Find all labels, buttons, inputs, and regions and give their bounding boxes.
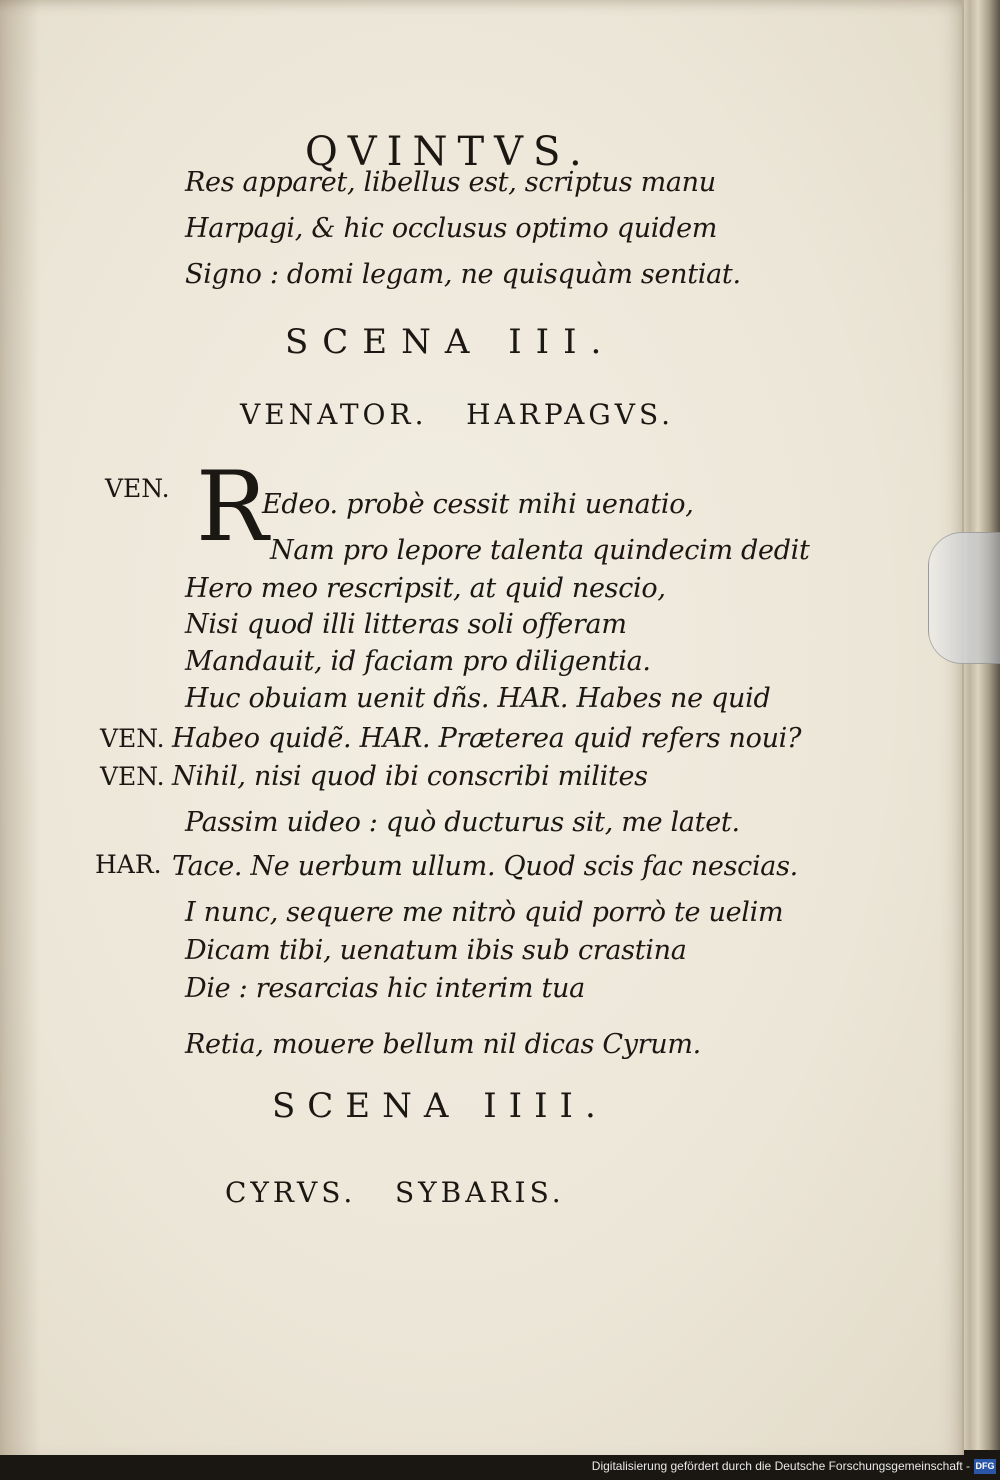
verse-line: I nunc, sequere me nitrò quid porrò te uelim	[185, 897, 784, 928]
speaker-label: VEN.	[100, 724, 165, 753]
gutter-shadow	[0, 0, 40, 1455]
speaker-label: VEN.	[105, 474, 170, 503]
speaker-label: VEN.	[100, 762, 165, 791]
verse-line: Retia, mouere bellum nil dicas Cyrum.	[185, 1029, 701, 1060]
verse-line: Nisi quod illi litteras soli offeram	[185, 609, 627, 640]
verse-line: Huc obuiam uenit dñs. HAR. Habes ne quid	[185, 683, 771, 714]
verse-line: Nam pro lepore talenta quindecim dedit	[270, 535, 810, 566]
running-header: QVINTVS.	[305, 129, 592, 175]
verse-line: Hero meo rescripsit, at quid nescio,	[185, 573, 666, 604]
verse-line: Nihil, nisi quod ibi conscribi milites	[172, 761, 648, 792]
scene-characters: CYRVS. SYBARIS.	[225, 1176, 565, 1209]
verse-line: Passim uideo : quò ducturus sit, me latet.	[185, 807, 740, 838]
verse-line: Mandauit, id faciam pro diligentia.	[185, 646, 651, 677]
page-clip	[928, 532, 1000, 664]
drop-capital: R	[196, 451, 269, 563]
verse-line: Signo : domi legam, ne quisquàm sentiat.	[185, 259, 741, 290]
verse-line: Habeo quidẽ. HAR. Præterea quid refers noui?	[172, 723, 802, 754]
verse-line: Tace. Ne uerbum ullum. Quod scis fac nescias.	[172, 851, 798, 882]
verse-line: Harpagi, & hic occlusus optimo quidem	[185, 213, 718, 244]
scene-title: SCENA IIII.	[272, 1086, 608, 1126]
verse-line: Dicam tibi, uenatum ibis sub crastina	[185, 935, 687, 966]
footer-bar	[0, 1455, 1000, 1480]
scene-title: SCENA III.	[285, 322, 616, 362]
scene-characters: VENATOR. HARPAGVS.	[240, 398, 675, 431]
speaker-label: HAR.	[95, 850, 162, 879]
verse-line: Die : resarcias hic interim tua	[185, 973, 585, 1004]
funding-notice: Digitalisierung gefördert durch die Deutsche Forschungsgemeinschaft -	[591, 1459, 970, 1473]
verse-line: Res apparet, libellus est, scriptus manu	[185, 167, 716, 198]
dfg-logo-icon: DFG	[974, 1459, 996, 1474]
verse-line: Edeo. probè cessit mihi uenatio,	[262, 489, 694, 520]
